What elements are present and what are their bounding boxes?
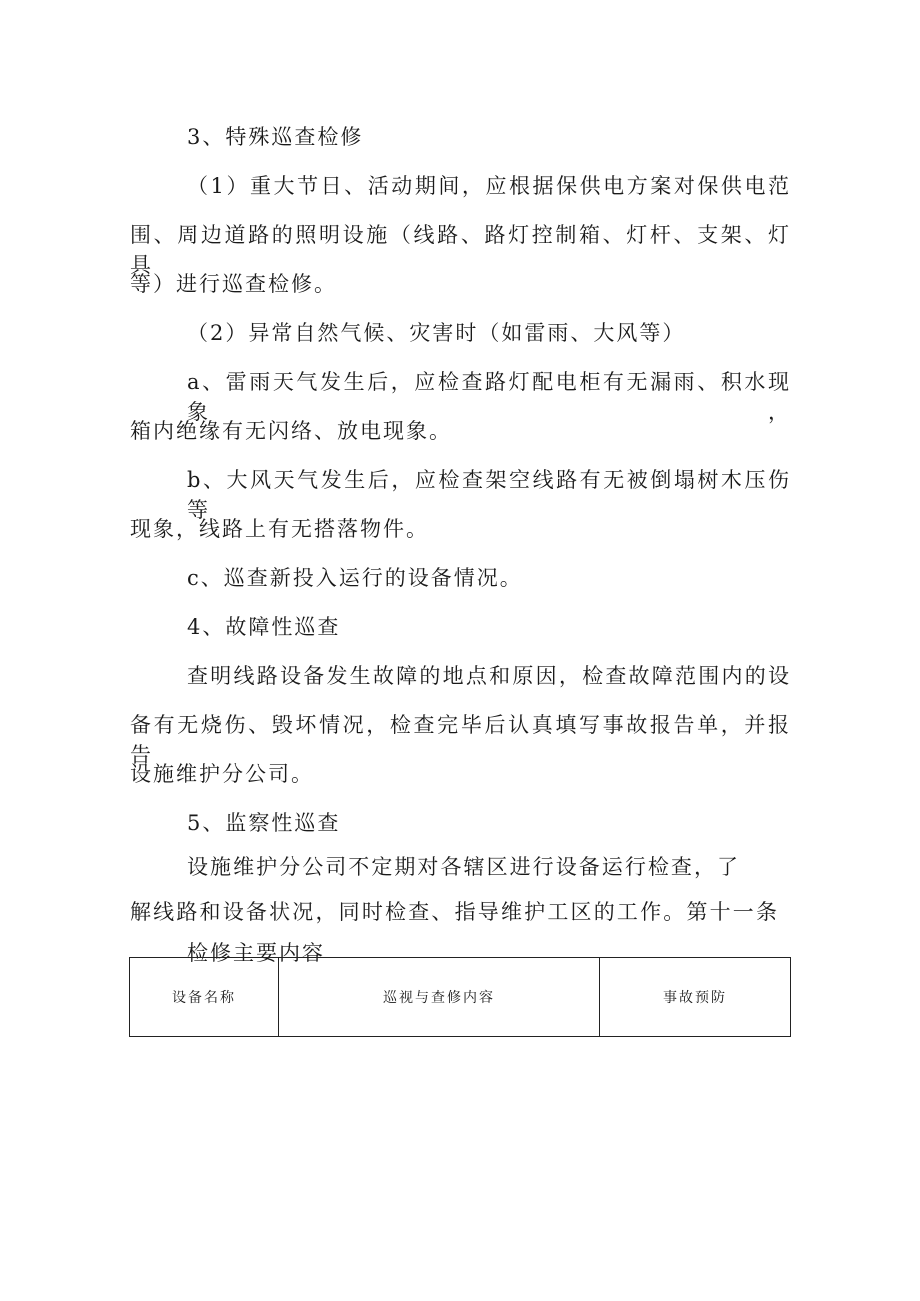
paragraph-line: （1）重大节日、活动期间，应根据保供电方案对保供电范 (187, 174, 791, 198)
paragraph-line: b、大风天气发生后，应检查架空线路有无被倒塌树木压伤等 (187, 468, 791, 522)
paragraph-line: 设施维护分公司不定期对各辖区进行设备运行检查，了 (187, 855, 740, 879)
table-header-inspection-content: 巡视与查修内容 (279, 958, 600, 1037)
maintenance-content-table (129, 957, 791, 1037)
paragraph-line: 现象，线路上有无搭落物件。 (130, 517, 429, 541)
paragraph-line: 箱内绝缘有无闪络、放电现象。 (130, 419, 452, 443)
paragraph-line: c、巡查新投入运行的设备情况。 (187, 566, 523, 590)
paragraph-line: 解线路和设备状况，同时检查、指导维护工区的工作。第十一条 (130, 900, 779, 924)
paragraph-line: （2）异常自然气候、灾害时（如雷雨、大风等） (187, 321, 686, 345)
section-heading-5: 5、监察性巡查 (187, 811, 341, 835)
table-header-row (130, 958, 791, 1037)
paragraph-line: 检修主要内容 (187, 941, 325, 965)
paragraph-line: 设施维护分公司。 (130, 762, 314, 786)
table-header-equipment-name: 设备名称 (130, 958, 279, 1037)
paragraph-line: 等）进行巡查检修。 (130, 272, 337, 296)
section-heading-4: 4、故障性巡查 (187, 615, 341, 639)
table-header-accident-prevention: 事故预防 (600, 958, 791, 1037)
section-heading-3: 3、特殊巡查检修 (187, 125, 364, 149)
paragraph-line: 备有无烧伤、毁坏情况，检查完毕后认真填写事故报告单，并报告 (130, 713, 791, 767)
paragraph-line: 围、周边道路的照明设施（线路、路灯控制箱、灯杆、支架、灯具 (130, 223, 791, 277)
paragraph-line: a、雷雨天气发生后，应检查路灯配电柜有无漏雨、积水现象， (187, 370, 791, 424)
paragraph-line: 查明线路设备发生故障的地点和原因，检查故障范围内的设 (187, 664, 791, 688)
